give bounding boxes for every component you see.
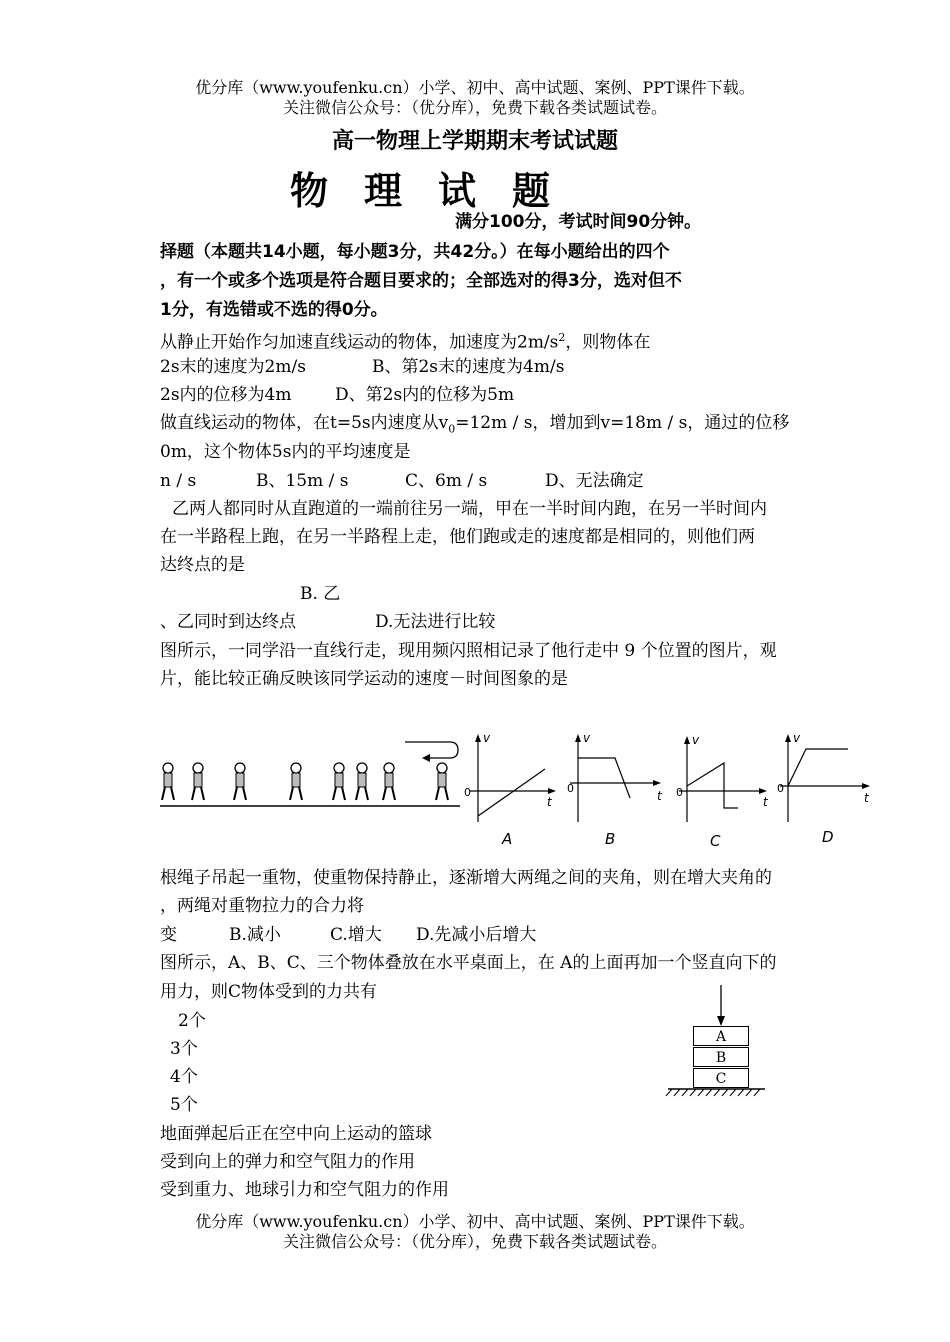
origin-label: 0 <box>777 782 784 795</box>
q1-option-c: 2s内的位移为4m <box>160 385 292 405</box>
header-line-2: 关注微信公众号：（优分库），免费下载各类试题试卷。 <box>282 98 667 117</box>
q6-stem-1: 图所示，A、B、C、三个物体叠放在水平桌面上，在 A的上面再加一个竖直向下的 <box>160 953 777 973</box>
walker-figure <box>162 763 174 800</box>
walker-figure <box>192 763 204 800</box>
axis-t-label: t <box>864 791 869 805</box>
axis-v-label: v <box>483 731 491 745</box>
q5-option-b: B.减小 <box>229 925 281 945</box>
q2-option-d: D、无法确定 <box>545 471 644 491</box>
q5-stem-2: ，两绳对重物拉力的合力将 <box>160 896 364 916</box>
walker-figure <box>234 763 246 800</box>
walker-figure <box>356 763 368 800</box>
walker-figure <box>383 763 395 800</box>
q2-option-c: C、6m / s <box>405 471 488 491</box>
q2-stem-text-2: =12m / s，增加到v=18m / s，通过的位移 <box>455 413 790 433</box>
q4-stem-1: 图所示，一同学沿一直线行走，现用频闪照相记录了他行走中 9 个位置的图片，观 <box>160 641 777 661</box>
q6-option-a: 2个 <box>178 1011 206 1031</box>
axis-t-label: t <box>763 795 768 809</box>
q3-stem-1: 乙两人都同时从直跑道的一端前往另一端，甲在一半时间内跑，在另一半时间内 <box>172 499 767 519</box>
q2-option-a: n / s <box>160 471 197 491</box>
q5-option-d: D.先减小后增大 <box>416 925 537 945</box>
header-line-1: 优分库（www.youfenku.cn）小学、初中、高中试题、案例、PPT课件下载。 <box>195 78 755 97</box>
walker-figure <box>436 763 448 800</box>
q2-option-b: B、15m / s <box>256 471 349 491</box>
q1-stem-text-2: ，则物体在 <box>565 332 651 353</box>
q7-option-b: 受到重力、地球引力和空气阻力的作用 <box>160 1180 449 1200</box>
q1-option-a: 2s末的速度为2m/s <box>160 357 306 377</box>
block-a: A <box>693 1026 749 1046</box>
section-instruction-1: 择题（本题共14小题，每小题3分，共42分。）在每小题给出的四个 <box>160 242 670 262</box>
block-c: C <box>693 1068 749 1088</box>
q5-stem-1: 根绳子吊起一重物，使重物保持静止，逐渐增大两绳之间的夹角，则在增大夹角的 <box>160 868 772 888</box>
q5-option-c: C.增大 <box>330 925 382 945</box>
q4-figure <box>160 728 880 853</box>
q2-stem <box>160 412 789 440</box>
graph-label-c: C <box>710 832 721 850</box>
axis-v-label: v <box>692 733 700 747</box>
origin-label: 0 <box>567 782 574 795</box>
q2-stem-line-2: 0m，这个物体5s内的平均速度是 <box>160 442 411 462</box>
q2-stem-sub: 0 <box>448 422 456 436</box>
q3-stem-2: 在一半路程上跑，在另一半路程上走，他们跑或走的速度都是相同的，则他们两 <box>160 527 755 547</box>
vt-graph-a <box>464 731 556 848</box>
axis-v-label: v <box>583 731 591 745</box>
block-b: B <box>693 1047 749 1067</box>
q5-option-a: 变 <box>160 925 177 945</box>
graph-label-d: D <box>822 828 834 846</box>
q6-option-d: 5个 <box>170 1095 198 1115</box>
exam-title: 高一物理上学期期末考试试题 <box>331 129 618 154</box>
axis-t-label: t <box>657 789 662 803</box>
q3-stem-3: 达终点的是 <box>160 555 245 575</box>
origin-label: 0 <box>676 786 683 799</box>
q6-option-c: 4个 <box>170 1067 198 1087</box>
vt-graph-d <box>777 731 870 846</box>
section-instruction-2: ，有一个或多个选项是符合题目要求的；全部选对的得3分，选对但不 <box>160 271 682 291</box>
axis-t-label: t <box>547 795 552 809</box>
subtitle-char: 题 <box>512 169 551 213</box>
walker-figure <box>333 763 345 800</box>
graph-label-a: A <box>502 830 513 848</box>
origin-label: 0 <box>464 786 471 799</box>
q2-stem-text: 做直线运动的物体，在t=5s内速度从v <box>160 413 449 433</box>
score-info: 满分100分，考试时间90分钟。 <box>455 212 702 232</box>
footer-line-1: 优分库（www.youfenku.cn）小学、初中、高中试题、案例、PPT课件下载。 <box>195 1212 755 1231</box>
vt-graph-b <box>567 731 663 848</box>
subtitle-char: 物 <box>290 169 329 213</box>
walker-figure <box>290 763 302 800</box>
vt-graph-c <box>676 733 769 850</box>
q1-stem-text: 从静止开始作匀加速直线运动的物体，加速度为2m/s <box>160 332 559 353</box>
q7-stem: 地面弹起后正在空中向上运动的篮球 <box>160 1124 432 1144</box>
graph-label-b: B <box>605 830 616 848</box>
footer-line-2: 关注微信公众号：（优分库），免费下载各类试题试卷。 <box>282 1232 667 1251</box>
q7-option-a: 受到向上的弹力和空气阻力的作用 <box>160 1152 415 1172</box>
section-instruction-3: 1分，有选错或不选的得0分。 <box>160 300 388 320</box>
q3-option-d: D.无法进行比较 <box>375 612 496 632</box>
q1-stem-sup: 2 <box>558 331 566 344</box>
q3-option-b: B. 乙 <box>300 584 341 604</box>
axis-v-label: v <box>793 731 801 745</box>
subtitle-char: 试 <box>438 169 477 213</box>
q3-option-c: 、乙同时到达终点 <box>160 612 296 632</box>
q1-option-d: D、第2s内的位移为5m <box>335 385 515 405</box>
q1-stem <box>160 327 650 354</box>
q4-stem-2: 片，能比较正确反映该同学运动的速度－时间图象的是 <box>160 669 568 689</box>
subtitle-char: 理 <box>364 169 403 213</box>
q6-option-b: 3个 <box>170 1039 198 1059</box>
q6-stem-2: 用力，则C物体受到的力共有 <box>160 982 378 1002</box>
q1-option-b: B、第2s末的速度为4m/s <box>372 357 565 377</box>
